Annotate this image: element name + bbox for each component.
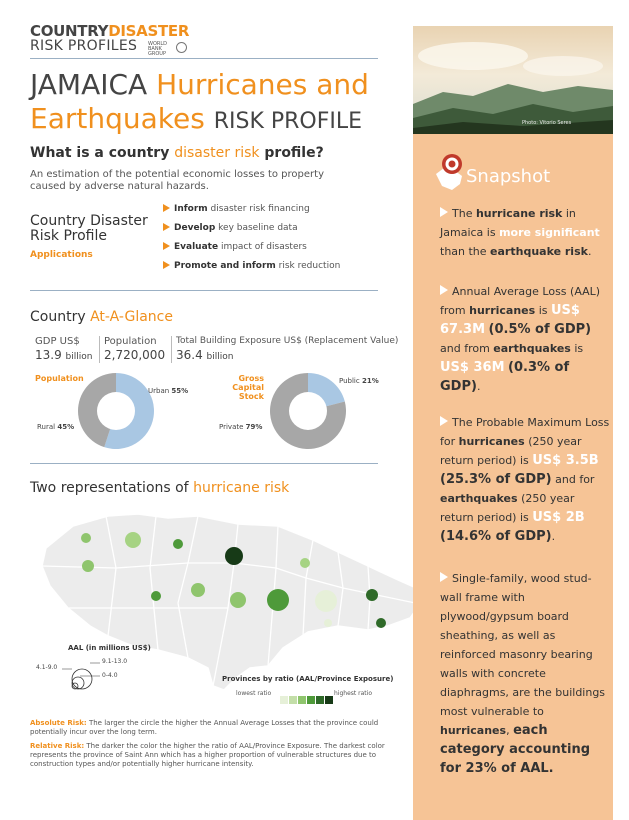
ratio-high-label: highest ratio: [334, 690, 372, 697]
section-divider: [30, 463, 378, 464]
glance-heading: [30, 309, 173, 325]
exposure-label: Total Building Exposure US$ (Replacement Value): [176, 336, 399, 346]
application-item: Promote and inform risk reduction: [163, 261, 340, 271]
ratio-legend-title: Provinces by ratio (AAL/Province Exposure): [222, 675, 394, 683]
snapshot-point-2: Annual Average Loss (AAL) from hurricanes is US$ 67.3M (0.5% of GDP) and from earthquakes is US$ 36M (0.3% of GDP).: [440, 285, 601, 394]
province-circle: [191, 583, 205, 597]
target-map-icon: [432, 150, 468, 192]
what-is-description: An estimation of the potential economic losses to property caused by adverse natural hazards.: [30, 169, 324, 192]
pie-label-public: Public 21%: [339, 377, 379, 385]
pie-label-private: Private 79%: [219, 423, 263, 431]
population-label: Population: [104, 336, 157, 347]
relative-risk-note: Relative Risk: The darker the color the higher the ratio of AAL/Province Exposure. The darkest color represents the province of Saint Ann which has a higher proportion of vulnerable structures due to construction types and/or potentially higher hurricane intensity.: [30, 742, 385, 768]
triangle-bullet-icon: [440, 416, 448, 426]
province-circle: [151, 591, 161, 601]
hurricane-heading: [30, 480, 289, 496]
application-item: Inform disaster risk financing: [163, 204, 310, 214]
province-circle: [267, 589, 289, 611]
title-country: JAMAICA: [30, 68, 148, 101]
what-is-heading-pre: What is a country: [30, 145, 170, 161]
ratio-swatches: [280, 689, 334, 708]
pie-hole: [97, 392, 135, 430]
application-item: Develop key baseline data: [163, 223, 298, 233]
application-item: Evaluate impact of disasters: [163, 242, 307, 252]
hurricane-heading-highlight: hurricane risk: [193, 480, 290, 496]
section-divider: [30, 290, 378, 291]
pie-label-urban: Urban 55%: [148, 387, 189, 395]
what-is-heading-post: profile?: [264, 145, 324, 161]
ratio-swatch: [289, 696, 297, 704]
title-hazards-line1: Hurricanes and: [156, 68, 369, 101]
triangle-bullet-icon: [163, 261, 170, 269]
province-circle: [366, 589, 378, 601]
gdp-value: 13.9 billion: [35, 348, 93, 362]
province-circle: [324, 619, 332, 627]
what-is-heading: [30, 145, 324, 161]
exposure-value: 36.4 billion: [176, 348, 234, 362]
province-circle: [376, 618, 386, 628]
snapshot-title: Snapshot: [466, 166, 551, 187]
capital-pie-title: Gross Capital Stock: [232, 374, 264, 401]
triangle-bullet-icon: [440, 285, 448, 295]
aal-legend-label: 4.1-9.0: [36, 664, 58, 671]
province-circle: [300, 558, 310, 568]
province-circle: [315, 590, 337, 612]
world-bank-label: WORLD BANK GROUP: [148, 41, 167, 57]
ratio-low-label: lowest ratio: [236, 690, 272, 697]
stat-separator: [99, 336, 100, 363]
triangle-bullet-icon: [163, 223, 170, 231]
ratio-swatch: [325, 696, 333, 704]
snapshot-point-4: Single-family, wood stud-wall frame with plywood/gypsum board sheathing, as well as reinforced masonry bearing walls with concrete diaphragms, are the buildings most vulnerable to hurricanes, each category accounting for 23% of AAL.: [440, 572, 606, 776]
pie-label-rural: Rural 45%: [37, 423, 75, 431]
triangle-bullet-icon: [440, 207, 448, 217]
pie-hole: [289, 392, 327, 430]
ratio-swatch: [280, 696, 288, 704]
population-pie-chart: [76, 371, 156, 451]
logo-disaster: DISASTER: [108, 22, 190, 40]
ratio-swatch: [316, 696, 324, 704]
ratio-swatch: [298, 696, 306, 704]
province-circle: [82, 560, 94, 572]
hurricane-heading-pre: Two representations of: [30, 480, 189, 496]
province-circle: [225, 547, 243, 565]
capital-pie-chart: [268, 371, 348, 451]
photo-credit: Photo: Vitorio Seres: [522, 120, 572, 126]
applications-label: Country Disaster Risk Profile: [30, 213, 148, 244]
aal-legend-label: 9.1-13.0: [102, 658, 128, 665]
province-circle: [81, 533, 91, 543]
ratio-swatch: [307, 696, 315, 704]
province-circle: [173, 539, 183, 549]
title-hazards-line2: Earthquakes: [30, 102, 205, 135]
population-pie-title: Population: [35, 374, 84, 383]
triangle-bullet-icon: [163, 204, 170, 212]
absolute-risk-note: Absolute Risk: The larger the circle the higher the Annual Average Losses that the province could potentially incur over the long term.: [30, 719, 379, 736]
aal-legend-title: AAL (in millions US$): [68, 644, 151, 652]
triangle-bullet-icon: [440, 572, 448, 582]
landscape-photo: [413, 26, 613, 134]
page-title: [30, 68, 390, 139]
triangle-bullet-icon: [163, 242, 170, 250]
snapshot-point-1: The hurricane risk in Jamaica is more significant than the earthquake risk.: [440, 207, 600, 258]
stat-separator: [171, 336, 172, 363]
glance-heading-pre: Country: [30, 309, 86, 325]
applications-sub: Applications: [30, 250, 93, 260]
population-value: 2,720,000: [104, 348, 166, 362]
gdp-label: GDP US$: [35, 336, 80, 347]
world-bank-globe-icon: [176, 42, 187, 53]
header-divider: [30, 58, 378, 59]
glance-heading-highlight: At-A-Glance: [90, 309, 173, 325]
logo-risk-profiles: RISK PROFILES: [30, 38, 138, 54]
logo-country: COUNTRY: [30, 22, 109, 40]
what-is-heading-highlight: disaster risk: [174, 145, 260, 161]
title-suffix: RISK PROFILE: [213, 109, 363, 134]
province-circle: [230, 592, 246, 608]
snapshot-point-3: The Probable Maximum Loss for hurricanes (250 year return period) is US$ 3.5B (25.3% of GDP) and for earthquakes (250 year return period) is US$ 2B (14.6% of GDP).: [440, 416, 610, 544]
aal-legend-label: 0-4.0: [102, 672, 118, 679]
province-circle: [125, 532, 141, 548]
